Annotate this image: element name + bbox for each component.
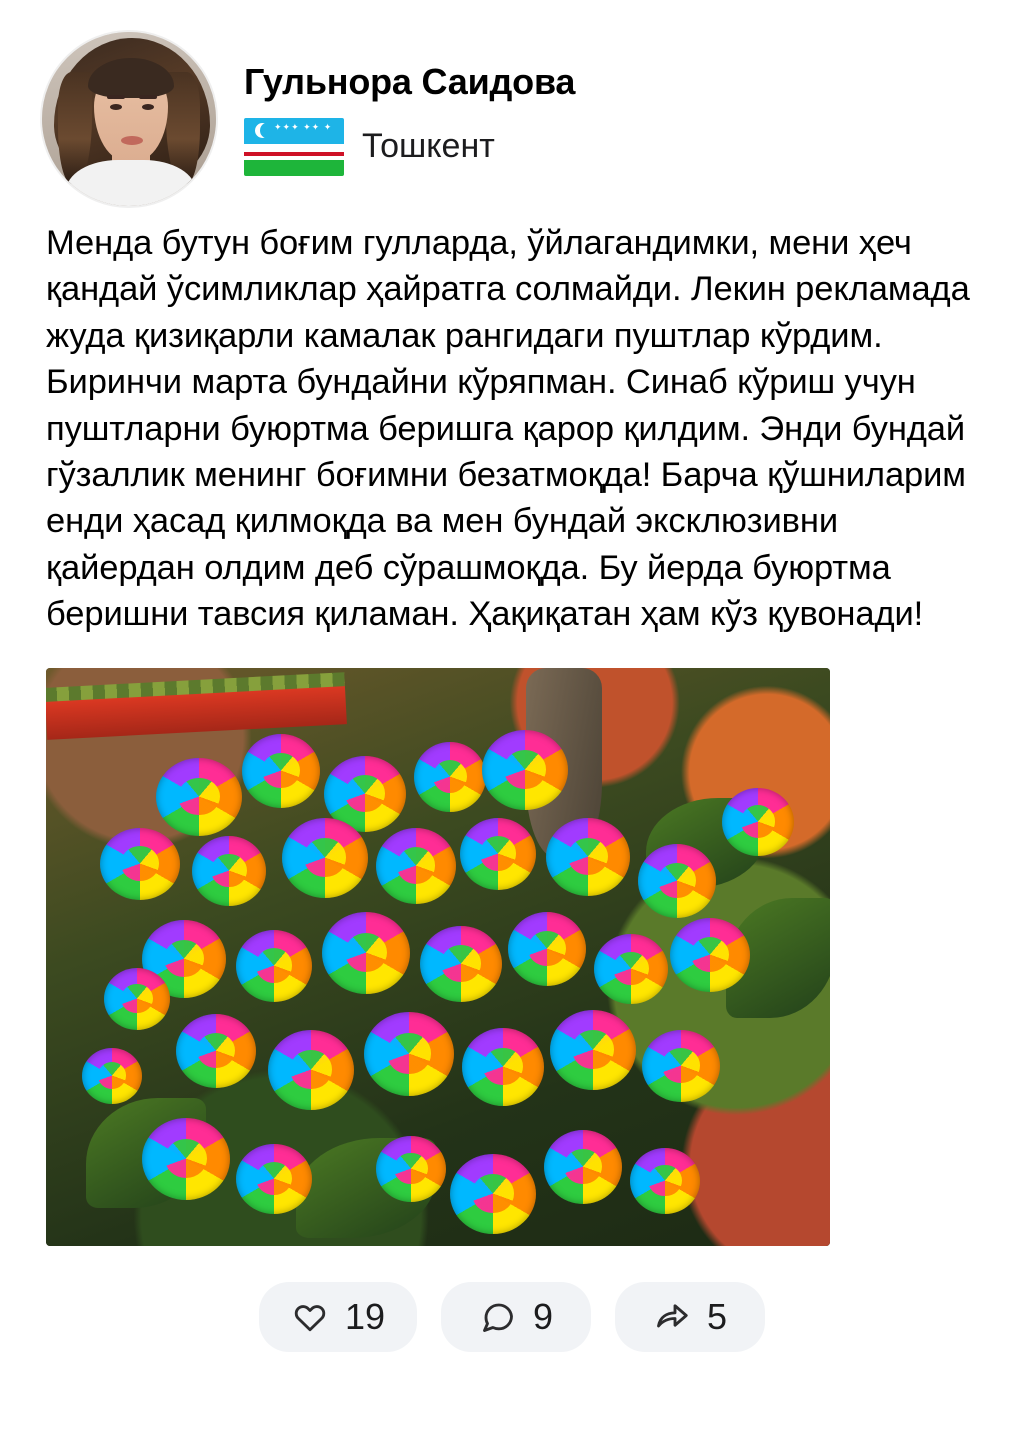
- photo-rose: [156, 758, 242, 836]
- photo-rose: [482, 730, 568, 810]
- author-block: [244, 62, 575, 176]
- avatar-shirt: [66, 160, 196, 208]
- photo-rose: [192, 836, 266, 906]
- photo-rose: [282, 818, 368, 898]
- rainbow-roses-photo[interactable]: [46, 668, 830, 1246]
- comment-button[interactable]: [441, 1282, 591, 1352]
- avatar-lips: [121, 136, 143, 145]
- uzbekistan-flag-icon: ✦✦✦ ✦✦ ✦: [244, 118, 344, 176]
- photo-rose: [450, 1154, 536, 1234]
- photo-rose: [322, 912, 410, 994]
- photo-rose: [414, 742, 486, 812]
- heart-icon: [291, 1299, 329, 1335]
- avatar[interactable]: [40, 30, 218, 208]
- photo-rose: [508, 912, 586, 986]
- photo-rose: [176, 1014, 256, 1088]
- photo-rose: [242, 734, 320, 808]
- photo-rose: [376, 1136, 446, 1202]
- photo-rose: [630, 1148, 700, 1214]
- photo-rose: [236, 1144, 312, 1214]
- photo-rose: [376, 828, 456, 904]
- photo-rose: [236, 930, 312, 1002]
- photo-rose: [462, 1028, 544, 1106]
- photo-rose: [550, 1010, 636, 1090]
- avatar-brow-left: [107, 95, 125, 99]
- like-count: 19: [344, 1295, 386, 1337]
- photo-rose: [104, 968, 170, 1030]
- post-header: [8, 8, 1016, 208]
- photo-rose: [546, 818, 630, 896]
- photo-rose: [420, 926, 502, 1002]
- photo-rose: [268, 1030, 354, 1110]
- photo-rose: [142, 1118, 230, 1200]
- comment-icon: [479, 1299, 517, 1335]
- photo-rose: [364, 1012, 454, 1096]
- photo-rose: [642, 1030, 720, 1102]
- post-text: Менда бутун боғим гулларда, ўйлагандимки, мени ҳеч қандай ўсимликлар ҳайратга солмайди. Лекин рекламада жуда қизиқарли камалак рангидаги пуштлар кўрдим. Биринчи марта бундайни кўряпман. Синаб кўриш учун пуштларни буюртма беришга қарор қилдим. Энди бундай гўзаллик менинг боғимни безатмоқда! Барча қўшниларим енди ҳасад қилмоқда ва мен бундай эксклюзивни қайердан олдим деб сўрашмоқда. Бу йерда буюртма беришни тавсия қиламан. Ҳақиқатан ҳам кўз қувонади!: [46, 224, 970, 634]
- photo-rose: [544, 1130, 622, 1204]
- avatar-brow-right: [139, 95, 157, 99]
- post-card: [8, 8, 1016, 1447]
- photo-rose: [722, 788, 794, 856]
- location-row: [244, 118, 575, 176]
- photo-rose: [100, 828, 180, 900]
- photo-rose: [594, 934, 668, 1004]
- share-count: 5: [707, 1295, 728, 1337]
- location-name: Тошкент: [362, 127, 495, 166]
- photo-rose: [638, 844, 716, 918]
- post-actions: [8, 1282, 1016, 1352]
- photo-rose: [82, 1048, 142, 1104]
- share-icon: [653, 1299, 691, 1335]
- share-button[interactable]: [615, 1282, 765, 1352]
- author-name[interactable]: Гульнора Саидова: [244, 61, 576, 103]
- photo-rose: [670, 918, 750, 992]
- avatar-eye-left: [110, 104, 122, 110]
- photo-rose: [460, 818, 536, 890]
- like-button[interactable]: [259, 1282, 417, 1352]
- avatar-eye-right: [142, 104, 154, 110]
- comment-count: 9: [533, 1295, 554, 1337]
